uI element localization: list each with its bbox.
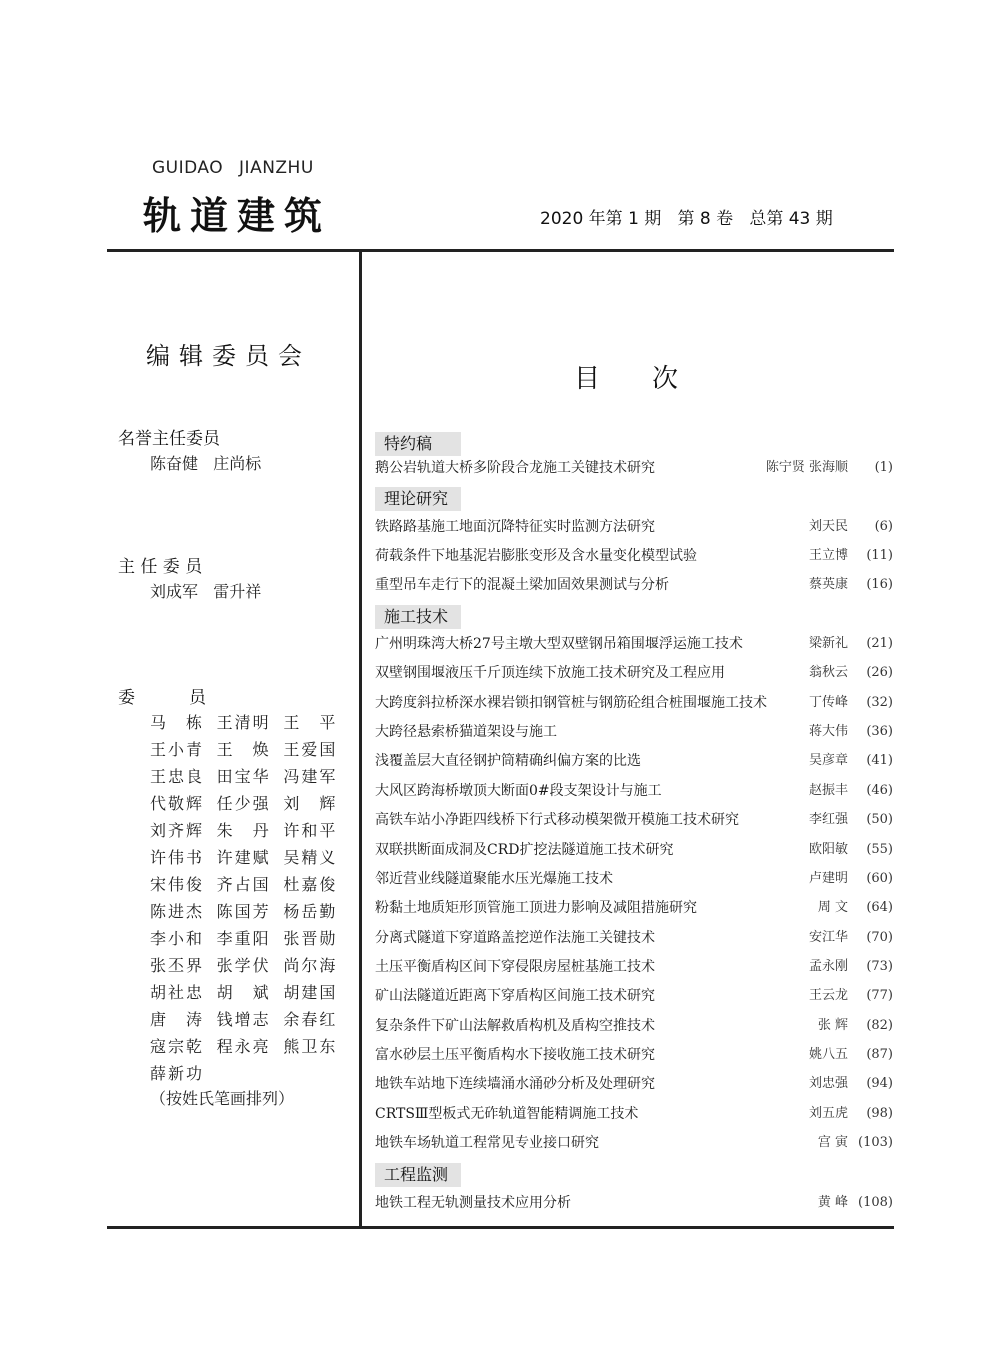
toc-title: 目次 (574, 364, 731, 394)
members-row (150, 762, 350, 789)
article-page: (1) (874, 460, 893, 475)
toc-entry (375, 692, 893, 714)
member-name (150, 737, 217, 760)
member-name-text: 许和平 (283, 821, 336, 840)
article-title: 大跨度斜拉桥深水裸岩锁扣钢管桩与钢筋砼组合桩围堰施工技术 (375, 695, 767, 711)
article-page: (103) (858, 1135, 893, 1150)
article-title: 浅覆盖层大直径钢护筒精确纠偏方案的比选 (375, 753, 641, 769)
top-rule (107, 249, 894, 252)
article-page: (94) (866, 1076, 893, 1091)
member-name (150, 872, 217, 895)
article-author: 宫 寅 (817, 1135, 848, 1150)
member-name (283, 899, 350, 922)
member-name-text: 王 焕 (216, 740, 269, 759)
article-author: 蒋大伟 (808, 724, 848, 739)
member-name-text: 王小青 (150, 740, 202, 759)
article-page: (87) (866, 1047, 893, 1062)
member-name-text: 张晋勋 (283, 929, 336, 948)
article-author: 王云龙 (808, 988, 848, 1003)
article-title: 富水砂层土压平衡盾构水下接收施工技术研究 (375, 1047, 655, 1063)
member-name-text: 马 栋 (150, 713, 202, 732)
member-name (283, 737, 350, 760)
member-name (217, 1034, 284, 1057)
article-title: 重型吊车走行下的混凝土梁加固效果测试与分析 (375, 577, 669, 593)
member-name-text: 齐占国 (216, 875, 269, 894)
member-name (283, 980, 350, 1003)
toc-entry (375, 457, 893, 479)
member-name (150, 845, 217, 868)
member-name (150, 710, 217, 733)
article-title: 复杂条件下矿山法解救盾构机及盾构空推技术 (375, 1018, 655, 1034)
member-name (150, 980, 217, 1003)
toc-entry (375, 662, 893, 684)
article-author: 王立博 (808, 548, 848, 563)
toc-entry (375, 956, 893, 978)
member-name-text: 王 平 (283, 713, 336, 732)
member-name (150, 1034, 217, 1057)
members-row (150, 870, 350, 897)
article-author: 孟永刚 (808, 959, 848, 974)
toc-entry (375, 721, 893, 743)
member-name-text: 余春红 (283, 1010, 336, 1029)
article-page: (55) (866, 842, 893, 857)
toc-section-heading: 理论研究 (375, 487, 461, 511)
article-title: 分离式隧道下穿道路盖挖逆作法施工关键技术 (375, 930, 655, 946)
toc-entry (375, 780, 893, 802)
article-title: 鹅公岩轨道大桥多阶段合龙施工关键技术研究 (375, 460, 655, 476)
member-name (150, 953, 217, 976)
article-author: 周 文 (817, 900, 848, 915)
member-name-text: 胡社忠 (150, 983, 202, 1002)
director-names: 刘成军 雷升祥 (150, 582, 262, 601)
toc-entry (375, 927, 893, 949)
member-name (217, 791, 284, 814)
member-name-text: 许伟书 (150, 848, 202, 867)
members-list (150, 708, 350, 1086)
member-name-text: 冯建军 (283, 767, 336, 786)
member-name (283, 818, 350, 841)
toc-entry (375, 839, 893, 861)
member-name-text: 陈进杰 (150, 902, 202, 921)
article-page: (50) (866, 812, 893, 827)
member-name (150, 791, 217, 814)
article-page: (64) (866, 900, 893, 915)
member-name (283, 710, 350, 733)
article-author: 吴彦章 (808, 753, 848, 768)
director-title: 主 任 委 员 (118, 557, 203, 577)
member-name-text: 杜嘉俊 (283, 875, 336, 894)
members-row (150, 924, 350, 951)
member-name-text: 李小和 (150, 929, 202, 948)
toc-entry (375, 1192, 893, 1214)
member-name-text: 唐 涛 (150, 1010, 202, 1029)
member-name-text: 李重阳 (216, 929, 269, 948)
member-name (217, 980, 284, 1003)
article-title: 土压平衡盾构区间下穿侵限房屋桩基施工技术 (375, 959, 655, 975)
article-page: (26) (866, 665, 893, 680)
member-name-text: 熊卫东 (283, 1037, 336, 1056)
member-name-text: 刘 辉 (283, 794, 336, 813)
honorary-director-title: 名誉主任委员 (118, 429, 220, 449)
toc-entry (375, 1015, 893, 1037)
article-author: 赵振丰 (808, 783, 848, 798)
member-name (217, 1007, 284, 1030)
member-name (283, 791, 350, 814)
article-page: (36) (866, 724, 893, 739)
member-name (283, 953, 350, 976)
member-name-text: 钱增志 (216, 1010, 269, 1029)
member-name-text: 朱 丹 (216, 821, 269, 840)
article-author: 刘天民 (808, 519, 848, 534)
column-divider (359, 251, 362, 1227)
member-name-text: 田宝华 (216, 767, 269, 786)
article-title: CRTSⅢ型板式无砟轨道智能精调施工技术 (375, 1106, 639, 1122)
member-name (283, 926, 350, 949)
article-page: (32) (866, 695, 893, 710)
member-name (150, 764, 217, 787)
article-title: 铁路路基施工地面沉降特征实时监测方法研究 (375, 519, 655, 535)
member-name (217, 926, 284, 949)
article-author: 陈宁贤 张海顺 (765, 460, 848, 475)
article-page: (82) (866, 1018, 893, 1033)
article-author: 李红强 (808, 812, 848, 827)
member-name-text: 尚尔海 (283, 956, 336, 975)
member-name-text: 胡 斌 (216, 983, 269, 1002)
member-name-text: 薛新功 (150, 1064, 202, 1083)
toc-entry (375, 868, 893, 890)
article-title: 荷载条件下地基泥岩膨胀变形及含水量变化模型试验 (375, 548, 697, 564)
article-title: 邻近营业线隧道聚能水压光爆施工技术 (375, 871, 613, 887)
members-row (150, 897, 350, 924)
member-name-text: 张学伏 (216, 956, 269, 975)
member-name (283, 1063, 350, 1082)
article-author: 刘五虎 (808, 1106, 848, 1121)
toc-entry (375, 516, 893, 538)
article-page: (41) (866, 753, 893, 768)
article-page: (46) (866, 783, 893, 798)
article-author: 翁秋云 (808, 665, 848, 680)
article-title: 高铁车站小净距四线桥下行式移动模架微开模施工技术研究 (375, 812, 739, 828)
article-page: (70) (866, 930, 893, 945)
article-author: 蔡英康 (808, 577, 848, 592)
member-name-text: 程永亮 (216, 1037, 269, 1056)
member-name-text: 宋伟俊 (150, 875, 202, 894)
members-row (150, 816, 350, 843)
article-author: 黄 峰 (817, 1195, 848, 1210)
member-name (217, 845, 284, 868)
article-page: (16) (866, 577, 893, 592)
journal-name-pinyin: GUIDAO JIANZHU (152, 158, 314, 178)
members-row (150, 735, 350, 762)
members-row (150, 1032, 350, 1059)
member-name (217, 872, 284, 895)
member-name-text: 王忠良 (150, 767, 202, 786)
member-name (217, 953, 284, 976)
member-name-text: 张丕界 (150, 956, 202, 975)
member-name-text: 任少强 (216, 794, 269, 813)
article-title: 粉黏土地质矩形顶管施工顶进力影响及减阻措施研究 (375, 900, 697, 916)
member-name (150, 926, 217, 949)
article-title: 大跨径悬索桥猫道架设与施工 (375, 724, 557, 740)
member-name (150, 1007, 217, 1030)
member-name-text: 许建赋 (216, 848, 269, 867)
honorary-director-names: 陈奋健 庄尚标 (150, 454, 262, 473)
article-author: 安江华 (808, 930, 848, 945)
member-name (150, 1061, 217, 1084)
member-name (150, 899, 217, 922)
members-row (150, 843, 350, 870)
members-title: 委 员 (118, 688, 207, 708)
members-row (150, 1059, 350, 1086)
member-name (283, 845, 350, 868)
member-name-text: 王清明 (216, 713, 269, 732)
editorial-board-title: 编辑委员会 (146, 342, 311, 370)
article-page: (21) (866, 636, 893, 651)
members-ordering-note: （按姓氏笔画排列） (150, 1089, 295, 1108)
member-name (283, 1034, 350, 1057)
toc-entry (375, 633, 893, 655)
toc-section-heading: 特约稿 (375, 432, 461, 456)
member-name (217, 1063, 284, 1082)
article-page: (6) (874, 519, 893, 534)
article-title: 双联拱断面成洞及CRD扩挖法隧道施工技术研究 (375, 842, 674, 858)
article-author: 丁传峰 (808, 695, 848, 710)
article-title: 双壁钢围堰液压千斤顶连续下放施工技术研究及工程应用 (375, 665, 725, 681)
article-author: 姚八五 (808, 1047, 848, 1062)
members-row (150, 708, 350, 735)
member-name (283, 872, 350, 895)
members-row (150, 1005, 350, 1032)
issue-info: 2020 年第 1 期 第 8 卷 总第 43 期 (540, 209, 833, 229)
article-title: 矿山法隧道近距离下穿盾构区间施工技术研究 (375, 988, 655, 1004)
members-row (150, 789, 350, 816)
member-name (283, 764, 350, 787)
member-name (283, 1007, 350, 1030)
member-name-text: 吴精义 (283, 848, 336, 867)
members-row (150, 978, 350, 1005)
article-page: (108) (858, 1195, 893, 1210)
article-page: (60) (866, 871, 893, 886)
toc-entry (375, 897, 893, 919)
article-page: (77) (866, 988, 893, 1003)
member-name-text: 寇宗乾 (150, 1037, 202, 1056)
article-title: 广州明珠湾大桥27号主墩大型双壁钢吊箱围堰浮运施工技术 (375, 636, 743, 652)
member-name (217, 764, 284, 787)
member-name (217, 818, 284, 841)
article-page: (98) (866, 1106, 893, 1121)
members-row (150, 951, 350, 978)
member-name-text: 胡建国 (283, 983, 336, 1002)
toc-section-heading: 施工技术 (375, 605, 461, 629)
toc-entry (375, 1044, 893, 1066)
article-author: 梁新礼 (808, 636, 848, 651)
bottom-rule (107, 1226, 894, 1229)
member-name (217, 899, 284, 922)
article-page: (73) (866, 959, 893, 974)
member-name-text: 刘齐辉 (150, 821, 202, 840)
toc-entry (375, 750, 893, 772)
toc-section-heading: 工程监测 (375, 1163, 461, 1187)
article-author: 卢建明 (808, 871, 848, 886)
member-name-text: 代敬辉 (150, 794, 202, 813)
toc-entry (375, 574, 893, 596)
toc-entry (375, 809, 893, 831)
article-title: 地铁工程无轨测量技术应用分析 (375, 1195, 571, 1211)
article-author: 刘忠强 (808, 1076, 848, 1091)
member-name-text: 陈国芳 (216, 902, 269, 921)
toc-entry (375, 985, 893, 1007)
article-page: (11) (866, 548, 893, 563)
article-title: 地铁车站地下连续墙涌水涌砂分析及处理研究 (375, 1076, 655, 1092)
toc-entry (375, 1103, 893, 1125)
member-name (150, 818, 217, 841)
member-name (217, 737, 284, 760)
member-name-text: 王爱国 (283, 740, 336, 759)
toc-entry (375, 545, 893, 567)
article-title: 大风区跨海桥墩顶大断面0#段支架设计与施工 (375, 783, 662, 799)
member-name-text: 杨岳勤 (283, 902, 336, 921)
article-author: 张 辉 (817, 1018, 848, 1033)
article-title: 地铁车场轨道工程常见专业接口研究 (375, 1135, 599, 1151)
toc-entry (375, 1073, 893, 1095)
journal-name: 轨道建筑 (143, 194, 332, 238)
article-author: 欧阳敏 (808, 842, 848, 857)
member-name (217, 710, 284, 733)
toc-entry (375, 1132, 893, 1154)
